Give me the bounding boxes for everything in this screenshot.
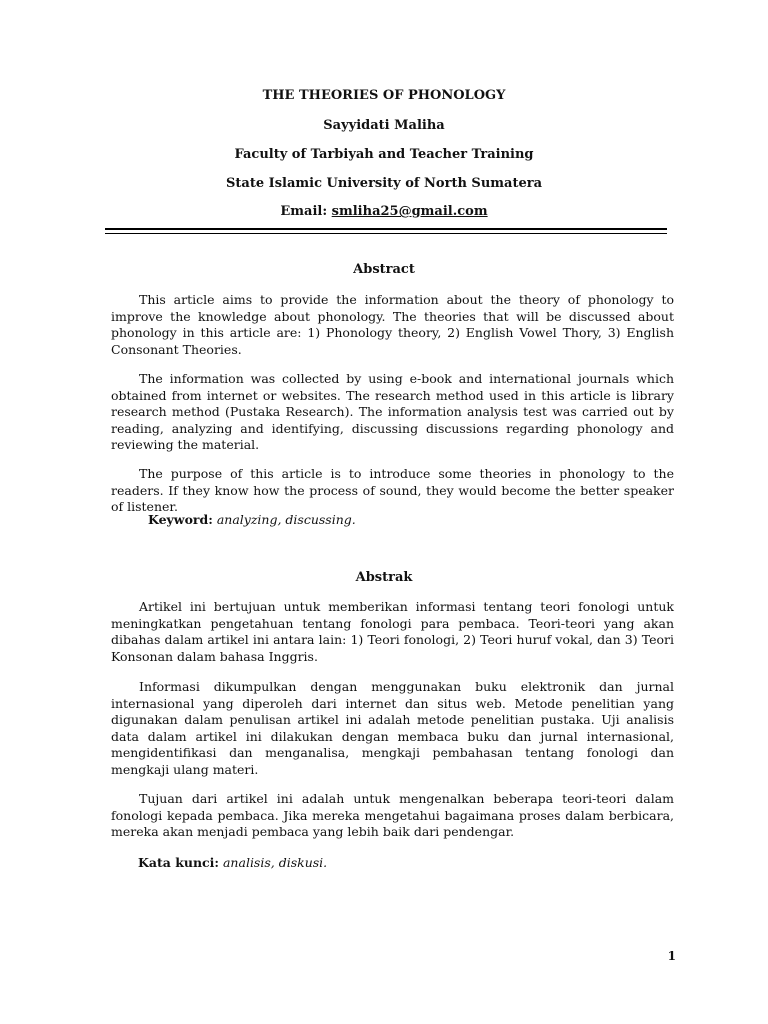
author-university: State Islamic University of North Sumatera xyxy=(226,176,542,191)
header-divider xyxy=(105,228,667,230)
keyword-line xyxy=(148,512,356,528)
page-number: 1 xyxy=(667,949,676,963)
author-email-line xyxy=(0,204,768,220)
abstrak-paragraph: Informasi dikumpulkan dengan menggunakan buku elektronik dan jurnal internasional yang diperoleh dari internet dan situs web. Metode penelitian yang digunakan dalam penulisan artikel ini adalah metode penelitian pustaka. Uji analisis data dalam artikel ini dilakukan dengan membaca buku dan jurnal internasional, mengidentifikasi dan menganalisa, mengkaji pembahasan tentang fonologi dan mengkaji ulang materi. xyxy=(111,679,674,777)
header-divider-thin xyxy=(105,233,667,234)
kata-kunci-label: Kata kunci: xyxy=(138,855,219,870)
author-faculty: Faculty of Tarbiyah and Teacher Training xyxy=(234,147,534,162)
article-title: THE THEORIES OF PHONOLOGY xyxy=(262,88,506,103)
abstract-paragraph: This article aims to provide the information about the theory of phonology to improve the knowledge about phonology. The theories that will be discussed about phonology in this article are: 1) Phonology theory, 2) English Vowel Thory, 3) English Consonant Theories. xyxy=(111,292,674,357)
keyword-value: analyzing, discussing. xyxy=(216,512,356,527)
email-label: Email: xyxy=(280,204,328,219)
kata-kunci-value: analisis, diskusi. xyxy=(222,855,328,870)
abstrak-title: Abstrak xyxy=(355,570,413,585)
author-name: Sayyidati Maliha xyxy=(323,118,445,133)
abstrak-paragraph: Tujuan dari artikel ini adalah untuk mengenalkan beberapa teori-teori dalam fonologi kepada pembaca. Jika mereka mengetahui bagaimana proses dalam berbicara, mereka akan menjadi pembaca yang lebih baik dari pendengar. xyxy=(111,791,674,840)
abstract-title: Abstract xyxy=(353,262,415,277)
keyword-label: Keyword: xyxy=(148,512,213,527)
abstrak-paragraph: Artikel ini bertujuan untuk memberikan informasi tentang teori fonologi untuk meningkatkan pengetahuan tentang fonologi para pembaca. Teori-teori yang akan dibahas dalam artikel ini antara lain: 1) Teori fonologi, 2) Teori huruf vokal, dan 3) Teori Konsonan dalam bahasa Inggris. xyxy=(111,599,674,664)
abstract-paragraph: The purpose of this article is to introduce some theories in phonology to the readers. If they know how the process of sound, they would become the better speaker of listener. xyxy=(111,466,674,515)
abstract-paragraph: The information was collected by using e-book and international journals which obtained from internet or websites. The research method used in this article is library research method (Pustaka Research). The information analysis test was carried out by reading, analyzing and identifying, discussing discussions regarding phonology and reviewing the material. xyxy=(111,371,674,453)
email-link[interactable]: smliha25@gmail.com xyxy=(331,204,488,219)
kata-kunci-line xyxy=(138,855,327,871)
